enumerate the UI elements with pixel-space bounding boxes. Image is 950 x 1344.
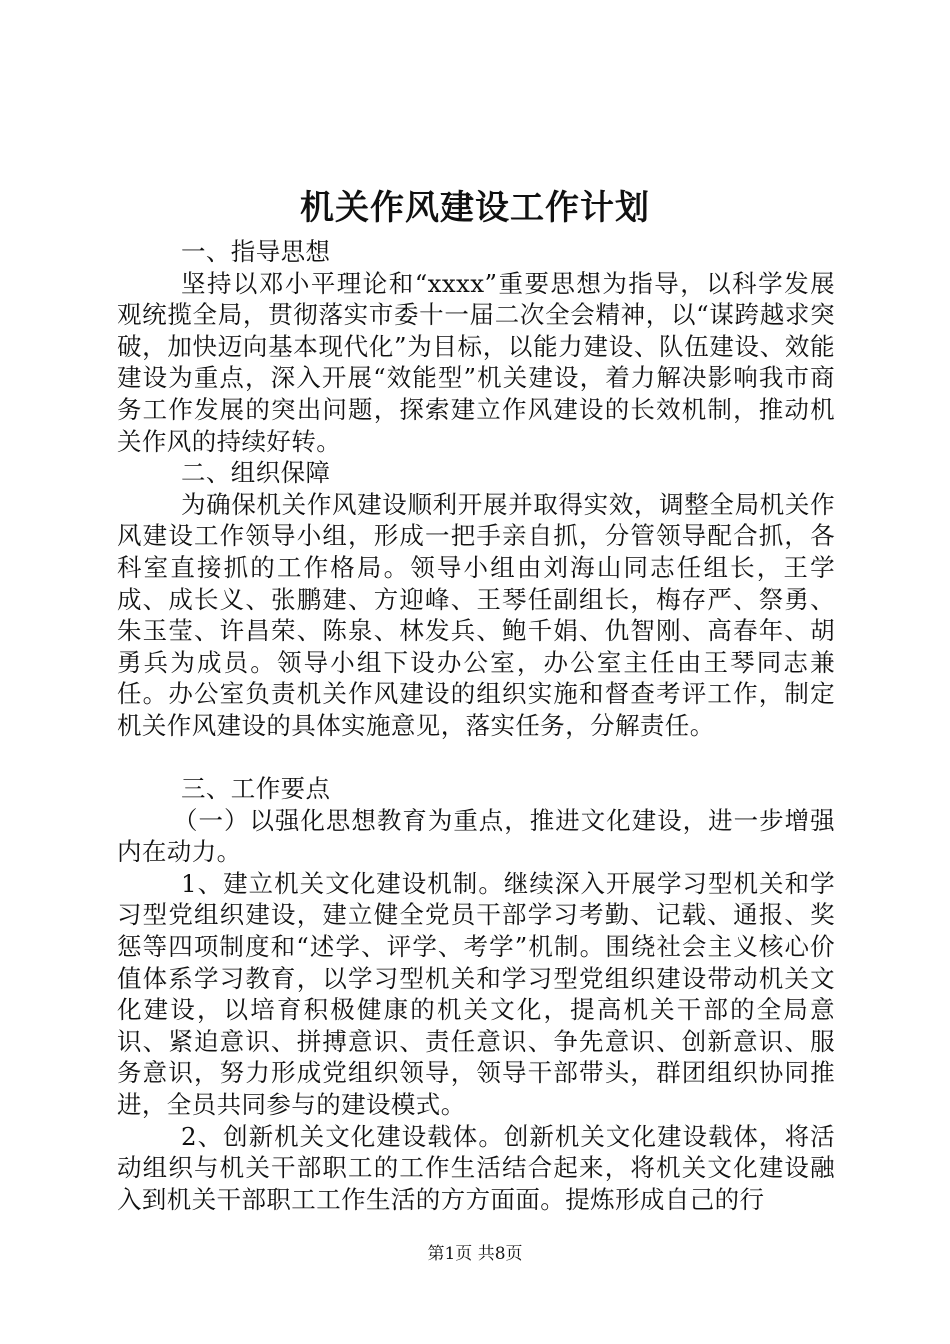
section-heading-work-points: 三、工作要点 [181, 774, 331, 804]
section-heading-guiding-ideology: 一、指导思想 [181, 237, 331, 266]
blank-line [117, 742, 835, 774]
list-item-1: 1、建立机关文化建设机制。继续深入开展学习型机关和学习型党组织建设，建立健全党员干部学习考勤、记载、通报、奖惩等四项制度和“述学、评学、考学”机制。围绕社会主义核心价值体系学习教育，以学习型机关和学习型党组织建设带动机关文化建设，以培育积极健康的机关文化，提高机关干部的全局意识、紧迫意识、拼搏意识、责任意识、争先意识、创新意识、服务意识，努力形成党组织领导，领导干部带头，群团组织协同推进，全员共同参与的建设模式。 [117, 868, 835, 1120]
page-footer: 第1页 共8页 [427, 1244, 523, 1264]
paragraph-guiding-ideology: 坚持以邓小平理论和“xxxx”重要思想为指导，以科学发展观统揽全局，贯彻落实市委十一届二次全会精神，以“谋跨越求突破，加快迈向基本现代化”为目标，以能力建设、队伍建设、效能建设为重点，深入开展“效能型”机关建设，着力解决影响我市商务工作发展的突出问题，探索建立作风建设的长效机制，推动机关作风的持续好转。 [117, 268, 835, 456]
list-item-2: 2、创新机关文化建设载体。创新机关文化建设载体，将活动组织与机关干部职工的工作生活结合起来，将机关文化建设融入到机关干部职工工作生活的方方面面。提炼形成自己的行 [117, 1121, 835, 1214]
subsection-heading-1: （一）以强化思想教育为重点，推进文化建设，进一步增强内在动力。 [117, 805, 835, 867]
paragraph-organization: 为确保机关作风建设顺利开展并取得实效，调整全局机关作风建设工作领导小组，形成一把手亲自抓，分管领导配合抓，各科室直接抓的工作格局。领导小组由刘海山同志任组长，王学成、成长义、张鹏建、方迎峰、王琴任副组长，梅存严、祭勇、朱玉莹、许昌荣、陈泉、林发兵、鲍千娟、仇智刚、高春年、胡勇兵为成员。领导小组下设办公室，办公室主任由王琴同志兼任。办公室负责机关作风建设的组织实施和督查考评工作，制定机关作风建设的具体实施意见，落实任务，分解责任。 [117, 489, 835, 740]
section-heading-organization: 二、组织保障 [181, 458, 331, 488]
document-title: 机关作风建设工作计划 [300, 188, 650, 228]
document-body [117, 236, 835, 1215]
